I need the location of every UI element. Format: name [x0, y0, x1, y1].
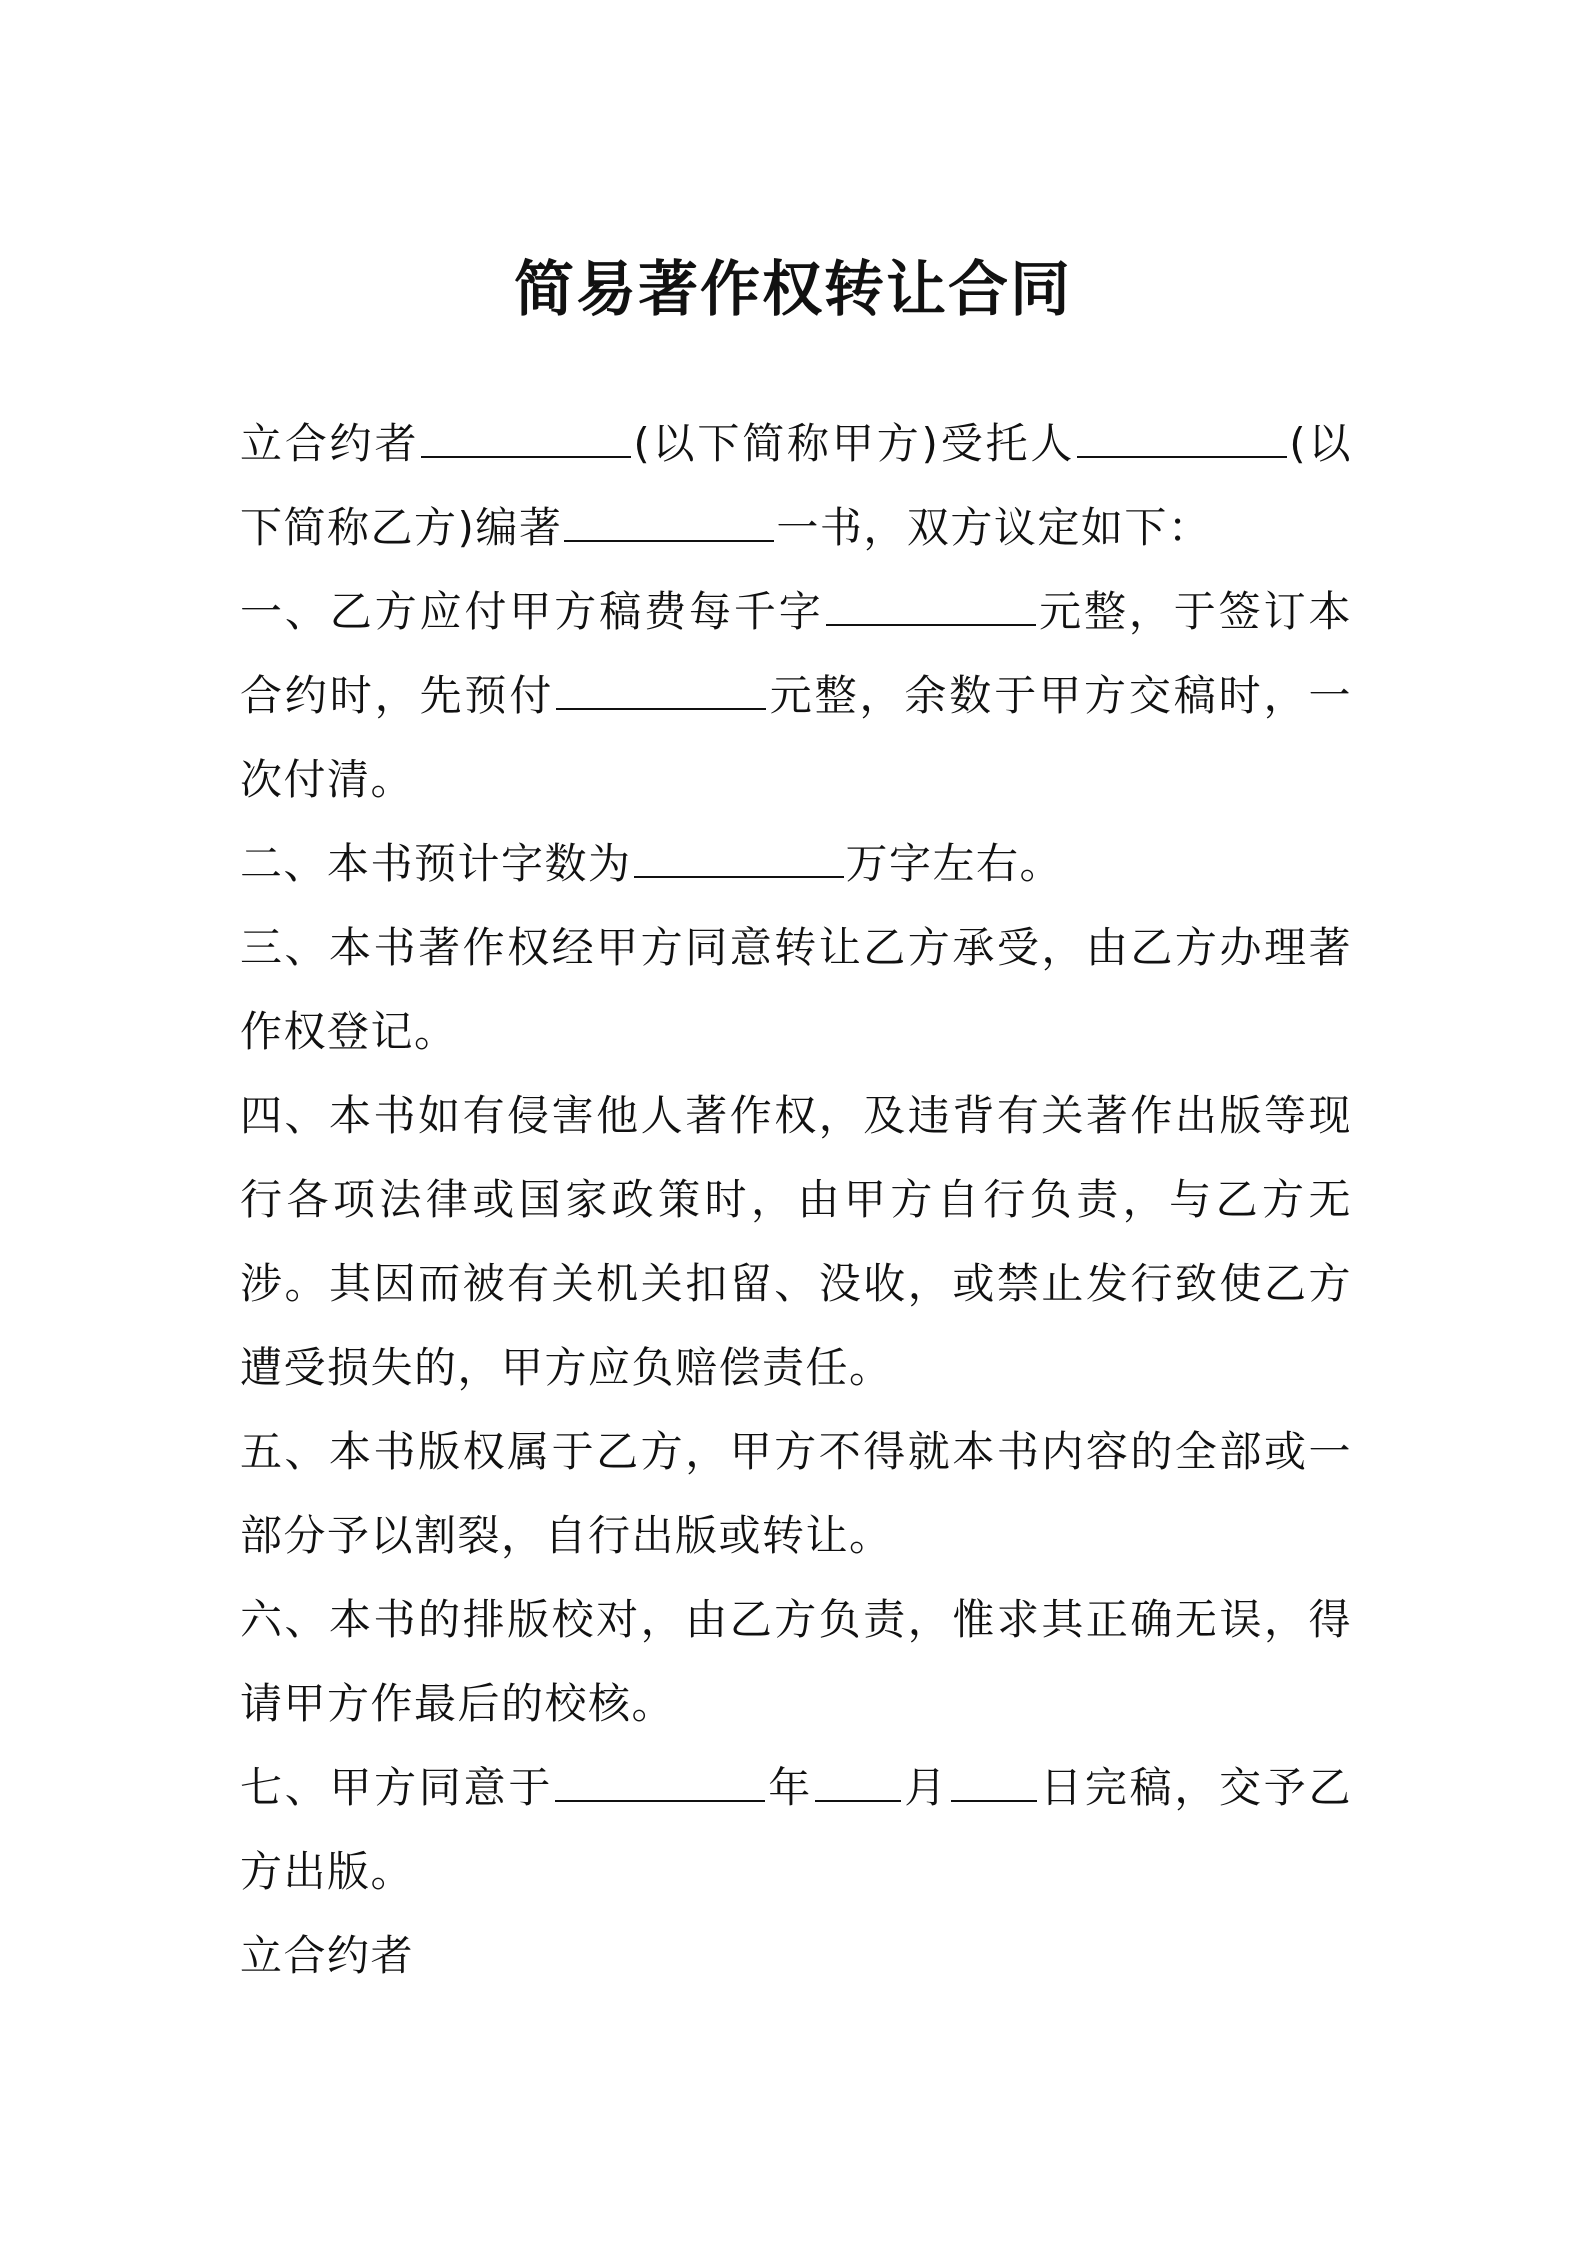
clause-2-text-2: 万字左右。: [845, 839, 1064, 888]
intro-text-4: 一书，双方议定如下：: [776, 503, 1212, 552]
intro-text-2: (以下简称甲方)受托人: [633, 419, 1076, 468]
intro-text-3: (以下简称乙方)编著: [240, 419, 1352, 552]
clause-7-text-3: 月: [903, 1763, 949, 1812]
fee-per-thousand-blank: [826, 590, 1036, 626]
intro-paragraph: [240, 402, 1352, 570]
clause-2-text-1: 二、本书预计字数为: [240, 839, 632, 888]
clause-7-text-4: 日完稿，交予乙方出版。: [240, 1763, 1352, 1896]
clause-7-text-1: 七、甲方同意于: [240, 1763, 554, 1812]
clause-7: [240, 1746, 1352, 1914]
book-title-blank: [564, 506, 774, 542]
word-count-blank: [634, 842, 844, 878]
clause-2: [240, 822, 1352, 906]
signature-label: 立合约者: [240, 1931, 415, 1980]
clause-4: 四、本书如有侵害他人著作权，及违背有关著作出版等现行各项法律或国家政策时，由甲方自行负责，与乙方无涉。其因而被有关机关扣留、没收，或禁止发行致使乙方遭受损失的，甲方应负赔偿责任。: [240, 1091, 1352, 1392]
clause-1-text-3: 元整，余数于甲方交稿时，一次付清。: [240, 671, 1352, 804]
party-a-name-blank: [421, 422, 631, 458]
clause-1-text-1: 一、乙方应付甲方稿费每千字: [240, 587, 824, 636]
document-title: 简易著作权转让合同: [514, 255, 1072, 325]
year-blank: [555, 1766, 765, 1802]
clause-7-text-2: 年: [767, 1763, 813, 1812]
day-blank: [951, 1766, 1037, 1802]
clause-1-text-2: 元整，于签订本合约时，先预付: [240, 587, 1352, 720]
intro-text-1: 立合约者: [240, 419, 420, 468]
month-blank: [815, 1766, 901, 1802]
clause-6: 六、本书的排版校对，由乙方负责，惟求其正确无误，得请甲方作最后的校核。: [240, 1595, 1352, 1728]
clause-5: 五、本书版权属于乙方，甲方不得就本书内容的全部或一部分予以割裂，自行出版或转让。: [240, 1427, 1352, 1560]
clause-3: 三、本书著作权经甲方同意转让乙方承受，由乙方办理著作权登记。: [240, 923, 1352, 1056]
contract-body: [240, 402, 1352, 1998]
party-b-name-blank: [1077, 422, 1287, 458]
prepayment-blank: [556, 674, 766, 710]
clause-1: [240, 570, 1352, 822]
